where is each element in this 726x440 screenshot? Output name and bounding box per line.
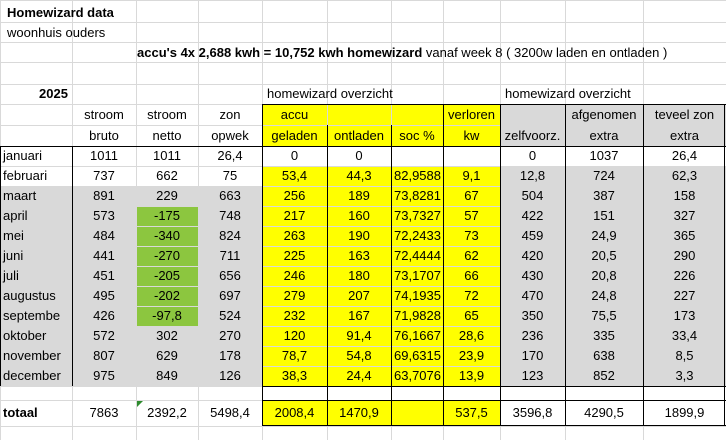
cell-zon[interactable]: 75 [222, 168, 238, 183]
total-zelf[interactable]: 3596,8 [512, 405, 553, 420]
cell-ontladen[interactable]: 189 [348, 188, 370, 203]
cell-bruto[interactable]: 495 [93, 288, 115, 303]
cell-soc[interactable]: 74,1935 [394, 288, 441, 303]
cell-soc[interactable]: 69,6315 [394, 348, 441, 363]
cell-geladen[interactable]: 263 [283, 228, 306, 243]
cell-soc[interactable] [391, 146, 443, 166]
header-ontladen[interactable]: ontladen [334, 128, 384, 143]
cell-zon[interactable]: 524 [219, 308, 241, 323]
cell-soc[interactable]: 73,7327 [394, 208, 441, 223]
month-label[interactable]: septembe [3, 308, 61, 323]
cell-teveel[interactable]: 62,3 [671, 168, 698, 183]
cell-teveel[interactable]: 158 [673, 188, 696, 203]
totals-label[interactable]: totaal [3, 405, 38, 420]
cell-netto[interactable]: -205 [153, 268, 181, 283]
cell-ontladen[interactable]: 91,4 [346, 328, 372, 343]
cell-geladen[interactable]: 246 [283, 268, 306, 283]
cell-netto[interactable]: 629 [156, 348, 178, 363]
cell-bruto[interactable]: 807 [93, 348, 115, 363]
cell-zelf[interactable]: 470 [521, 288, 544, 303]
total-afgenomen[interactable]: 4290,5 [584, 405, 624, 420]
month-label[interactable]: oktober [3, 328, 47, 343]
cell-verloren[interactable] [443, 146, 500, 166]
cell-zelf[interactable]: 420 [521, 248, 544, 263]
cell-afgenomen[interactable]: 24,8 [591, 288, 617, 303]
section-title-left: homewizard overzicht [267, 86, 393, 101]
cell-teveel[interactable]: 327 [673, 208, 696, 223]
cell-soc[interactable]: 76,1667 [394, 328, 441, 343]
header-stroom-netto-line2[interactable]: netto [152, 128, 182, 143]
header-accu-geladen-line1[interactable]: accu [280, 107, 309, 122]
year-label: 2025 [39, 86, 68, 101]
cell-ontladen[interactable]: 207 [348, 288, 370, 303]
total-bruto[interactable]: 7863 [89, 405, 119, 420]
cell-verloren[interactable]: 57 [464, 208, 479, 223]
cell-netto[interactable]: 1011 [153, 148, 181, 163]
cell-teveel[interactable]: 173 [673, 308, 696, 323]
cell-ontladen[interactable]: 0 [355, 148, 363, 163]
cell-geladen[interactable]: 256 [283, 188, 306, 203]
cell-zelf[interactable]: 422 [521, 208, 544, 223]
total-geladen[interactable]: 2008,4 [274, 405, 315, 420]
cell-bruto[interactable]: 975 [93, 368, 115, 383]
cell-zon[interactable]: 748 [219, 208, 241, 223]
cell-afgenomen[interactable]: 151 [593, 208, 615, 223]
header-afgenomen-line2[interactable]: extra [589, 128, 619, 143]
cell-verloren[interactable]: 9,1 [462, 168, 481, 183]
cell-zon[interactable]: 697 [219, 288, 241, 303]
cell-zon[interactable]: 126 [219, 368, 241, 383]
cell-afgenomen[interactable]: 20,8 [591, 268, 617, 283]
cell-zon[interactable]: 178 [219, 348, 241, 363]
month-label[interactable]: februari [3, 168, 48, 183]
header-stroom-bruto-line2[interactable]: bruto [89, 128, 119, 143]
month-label[interactable]: juni [3, 248, 24, 263]
cell-teveel[interactable]: 226 [673, 268, 696, 283]
cell-geladen[interactable]: 217 [283, 208, 306, 223]
header-afgenomen-line1[interactable]: afgenomen [571, 107, 637, 122]
cell-bruto[interactable]: 426 [93, 308, 115, 323]
cell-netto[interactable]: -97,8 [152, 308, 182, 323]
cell-geladen[interactable]: 0 [290, 148, 299, 163]
cell-ontladen[interactable]: 44,3 [346, 168, 372, 183]
cell-ontladen[interactable]: 160 [348, 208, 370, 223]
cell-zelf[interactable]: 236 [521, 328, 544, 343]
cell-verloren[interactable]: 73 [464, 228, 479, 243]
total-soc[interactable] [391, 400, 443, 426]
month-label[interactable]: mei [3, 228, 24, 243]
cell-netto[interactable]: 662 [156, 168, 178, 183]
cell-ontladen[interactable]: 167 [348, 308, 370, 323]
header-accu-geladen-line2[interactable]: geladen [271, 128, 318, 143]
cell-zelf[interactable]: 350 [521, 308, 544, 323]
sheet-subtitle: woonhuis ouders [7, 25, 106, 40]
cell-teveel[interactable]: 365 [673, 228, 696, 243]
total-netto[interactable]: 2392,2 [147, 405, 187, 420]
cell-bruto[interactable]: 737 [93, 168, 115, 183]
cell-zelf[interactable]: 459 [521, 228, 544, 243]
cell-afgenomen[interactable]: 724 [593, 168, 615, 183]
cell-verloren[interactable]: 62 [464, 248, 479, 263]
cell-bruto[interactable]: 572 [93, 328, 115, 343]
cell-teveel[interactable]: 26,4 [671, 148, 698, 163]
cell-zon[interactable]: 656 [219, 268, 241, 283]
cell-netto[interactable]: 849 [156, 368, 178, 383]
cell-geladen[interactable]: 38,3 [281, 368, 308, 383]
cell-verloren[interactable]: 72 [464, 288, 479, 303]
cell-soc[interactable]: 63,7076 [394, 368, 441, 383]
cell-ontladen[interactable]: 54,8 [346, 348, 372, 363]
cell-soc[interactable]: 73,1707 [394, 268, 441, 283]
month-label[interactable]: januari [3, 148, 43, 163]
header-teveel-zon-line2[interactable]: extra [670, 128, 699, 143]
total-teveel[interactable]: 1899,9 [664, 405, 705, 420]
cell-soc[interactable]: 72,2433 [394, 228, 441, 243]
cell-zon[interactable]: 270 [219, 328, 241, 343]
cell-soc[interactable]: 82,9588 [394, 168, 441, 183]
cell-zon[interactable]: 711 [219, 248, 241, 263]
cell-teveel[interactable]: 33,4 [671, 328, 698, 343]
header-teveel-zon-line1[interactable]: teveel zon [654, 107, 715, 122]
header-stroom-netto-line1[interactable]: stroom [147, 107, 187, 122]
cell-netto[interactable]: 302 [156, 328, 178, 343]
cell-afgenomen[interactable]: 638 [593, 348, 615, 363]
note-rest: vanaf week 8 ( 3200w laden en ontladen ) [422, 45, 668, 60]
note-bold: accu's 4x 2,688 kwh = 10,752 kwh homewizard [137, 45, 423, 60]
cell-geladen[interactable]: 279 [283, 288, 306, 303]
section-title-right: homewizard overzicht [505, 86, 631, 101]
cell-verloren[interactable]: 28,6 [458, 328, 485, 343]
total-ontladen[interactable]: 1470,9 [339, 405, 379, 420]
cell-zon[interactable]: 663 [219, 188, 241, 203]
cell-verloren[interactable]: 13,9 [458, 368, 485, 383]
cell-verloren[interactable]: 66 [464, 268, 479, 283]
cell-bruto[interactable]: 451 [93, 268, 115, 283]
cell-geladen[interactable]: 232 [283, 308, 306, 323]
header-zon-opwek-line1[interactable]: zon [219, 107, 241, 122]
month-label[interactable]: december [3, 368, 61, 383]
cell-afgenomen[interactable]: 335 [593, 328, 615, 343]
cell-zelf[interactable]: 504 [521, 188, 544, 203]
cell-ontladen[interactable]: 163 [348, 248, 370, 263]
cell-geladen[interactable]: 120 [283, 328, 306, 343]
cell-teveel[interactable]: 8,5 [675, 348, 694, 363]
cell-zon[interactable]: 26,4 [217, 148, 243, 163]
cell-verloren[interactable]: 67 [464, 188, 479, 203]
cell-ontladen[interactable]: 180 [348, 268, 370, 283]
cell-ontladen[interactable]: 190 [348, 228, 370, 243]
header-zon-opwek-line2[interactable]: opwek [211, 128, 249, 143]
cell-soc[interactable]: 73,8281 [394, 188, 441, 203]
cell-geladen[interactable]: 78,7 [281, 348, 308, 363]
cell-teveel[interactable]: 290 [673, 248, 696, 263]
cell-teveel[interactable]: 227 [673, 288, 696, 303]
cell-bruto[interactable]: 1011 [90, 148, 118, 163]
cell-afgenomen[interactable]: 75,5 [591, 308, 617, 323]
cell-teveel[interactable]: 3,3 [675, 368, 694, 383]
cell-verloren[interactable]: 23,9 [458, 348, 485, 363]
month-label[interactable]: april [3, 208, 28, 223]
cell-geladen[interactable]: 225 [283, 248, 306, 263]
cell-bruto[interactable]: 573 [93, 208, 115, 223]
cell-netto[interactable]: -270 [153, 248, 181, 263]
cell-zelf[interactable]: 170 [521, 348, 544, 363]
cell-bruto[interactable]: 441 [93, 248, 115, 263]
header-zelfvoorz[interactable]: zelfvoorz. [504, 128, 561, 143]
cell-verloren[interactable]: 65 [464, 308, 479, 323]
month-label[interactable]: november [3, 348, 61, 363]
battery-note [134, 43, 694, 63]
gridline [0, 426, 726, 427]
border [262, 386, 726, 387]
month-label[interactable]: juli [3, 268, 19, 283]
cell-netto[interactable]: 229 [156, 188, 178, 203]
error-indicator [137, 401, 143, 407]
cell-zelf[interactable]: 123 [521, 368, 544, 383]
cell-bruto[interactable]: 891 [93, 188, 115, 203]
header-stroom-bruto-line1[interactable]: stroom [84, 107, 124, 122]
cell-zon[interactable]: 824 [219, 228, 241, 243]
month-label[interactable]: augustus [3, 288, 56, 303]
cell-soc[interactable]: 72,4444 [394, 248, 441, 263]
month-label[interactable]: maart [3, 188, 37, 203]
cell-afgenomen[interactable]: 852 [593, 368, 615, 383]
cell-netto[interactable]: -202 [153, 288, 181, 303]
cell-soc[interactable]: 71,9828 [394, 308, 441, 323]
header-soc[interactable]: soc % [399, 128, 435, 143]
cell-netto[interactable]: -340 [153, 228, 181, 243]
sheet-title: Homewizard data [7, 5, 114, 20]
cell-netto[interactable]: -175 [153, 208, 181, 223]
cell-zelf[interactable]: 0 [528, 148, 537, 163]
header-verloren-line1[interactable]: verloren [448, 107, 495, 122]
cell-afgenomen[interactable]: 1037 [589, 148, 619, 163]
cell-bruto[interactable]: 484 [93, 228, 115, 243]
cell-afgenomen[interactable]: 387 [593, 188, 615, 203]
cell-afgenomen[interactable]: 24,9 [591, 228, 617, 243]
cell-afgenomen[interactable]: 20,5 [591, 248, 617, 263]
gridline [0, 0, 726, 1]
cell-zelf[interactable]: 430 [521, 268, 544, 283]
header-verloren-line2[interactable]: kw [463, 128, 480, 143]
cell-geladen[interactable]: 53,4 [281, 168, 308, 183]
cell-zelf[interactable]: 12,8 [519, 168, 546, 183]
cell-ontladen[interactable]: 24,4 [346, 368, 372, 383]
total-zon[interactable]: 5498,4 [210, 405, 250, 420]
total-verloren[interactable]: 537,5 [455, 405, 488, 420]
